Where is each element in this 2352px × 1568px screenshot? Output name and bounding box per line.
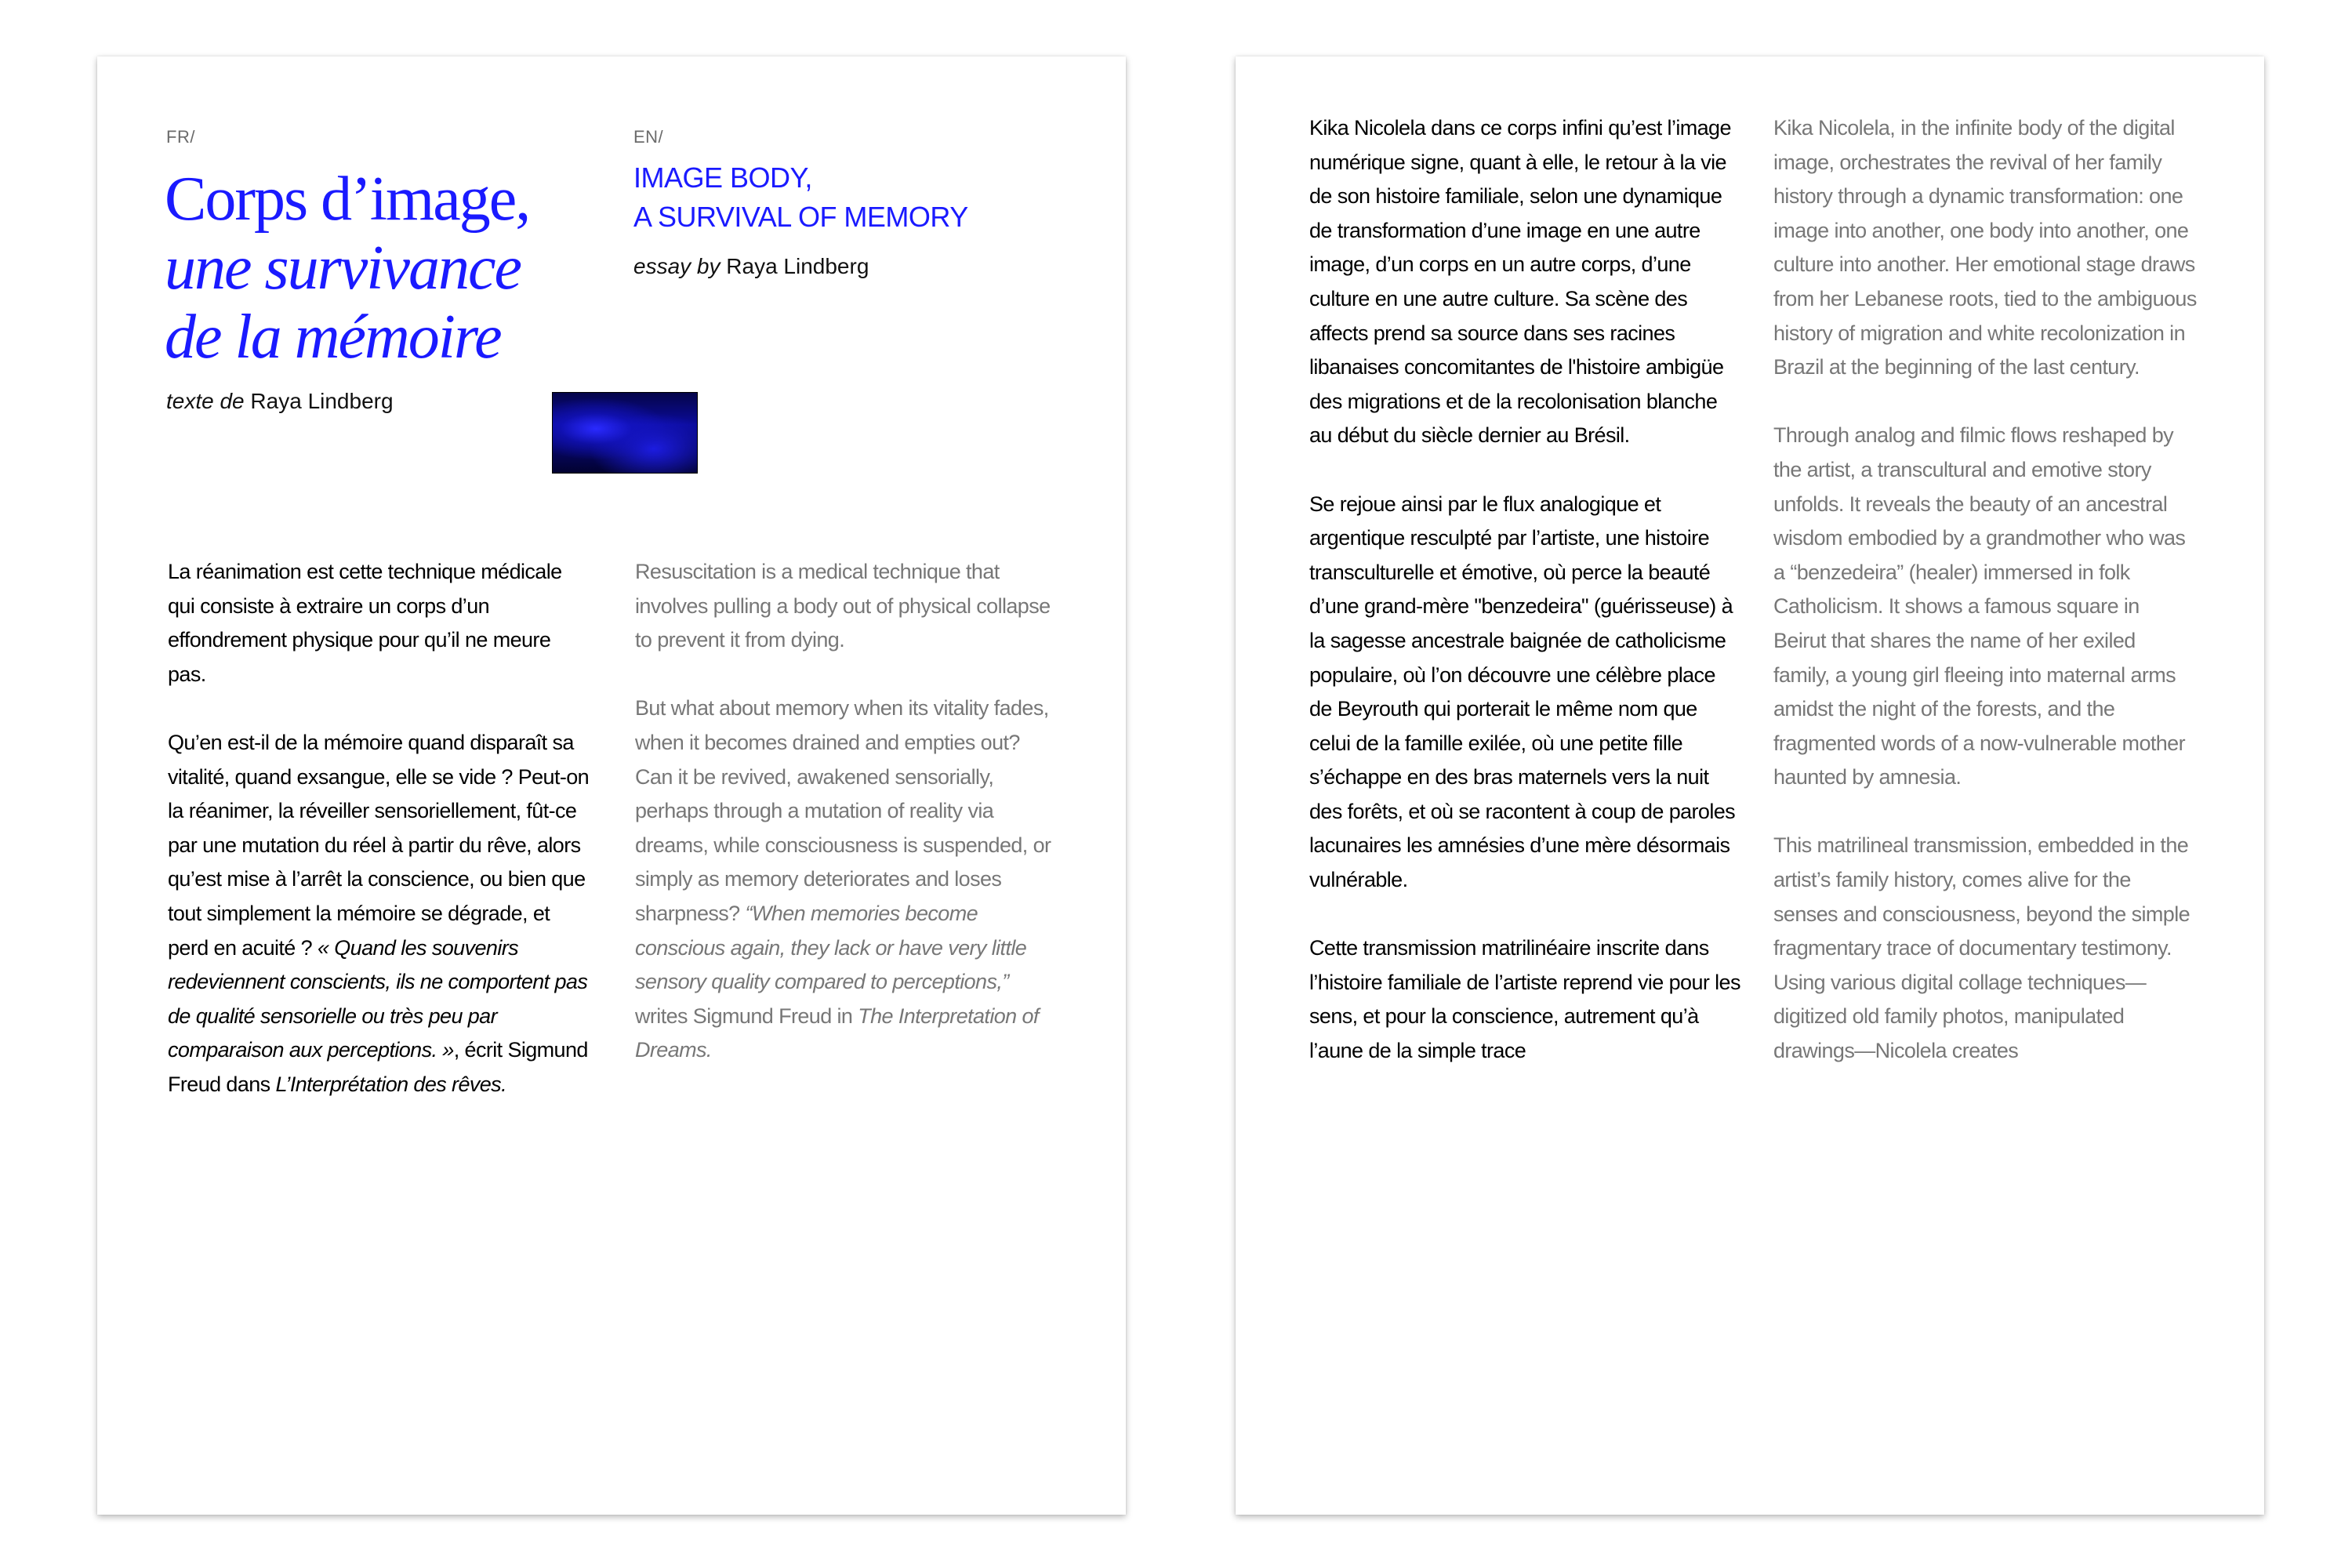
lang-label-fr: FR/ bbox=[166, 127, 195, 147]
paragraph: La réanimation est cette technique médicale qui consiste à extraire un corps d’un effondrement physique pour qu’il ne meure pas. bbox=[168, 560, 562, 686]
freud-quote: “When memories become conscious again, they lack or have very little sensory quality compared to perceptions,” bbox=[635, 901, 1027, 994]
title-fr bbox=[165, 165, 619, 372]
paragraph: Through analog and filmic flows reshaped by the artist, a transcultural and emotive story unfolds. It reveals the beauty of an ancestral wisdom embodied by a grandmother who was a “benzedeira” (healer) immersed in folk Catholicism. It shows a famous square in Beirut that shares the name of her exiled family, a young girl fleeing into maternal arms amidst the night of the forests, and the fragmented words of a now-vulnerable mother haunted by amnesia. bbox=[1773, 423, 2186, 789]
paragraph: Se rejoue ainsi par le flux analogique et argentique resculpté par l’artiste, une histoire transculturelle et émotive, où perce la beauté d’une grand-mère "benzedeira" (guérisseuse) à la sagesse ancestrale baignée de catholicisme populaire, où l’on découvre une célèbre place de Beyrouth qui porterait le même nom que celui de la famille exilée, où une petite fille s’échappe en des bras maternels vers la nuit des forêts, et où se racontent à coup de paroles lacunaires les amnésies d’une mère désormais vulnérable. bbox=[1309, 492, 1736, 892]
left-page bbox=[97, 56, 1126, 1515]
paragraph: Kika Nicolela dans ce corps infini qu’est l’image numérique signe, quant à elle, le retour à la vie de son histoire familiale, selon une dynamique de transformation d’une image en une autre image, d’un corps en un autre corps, d’une culture en une autre culture. Sa scène des affects prend sa source dans ses racines libanaises concomitantes de l'histoire ambigüe des migrations et de la recolonisation blanche au début du siècle dernier au Brésil. bbox=[1309, 116, 1731, 448]
body-column-en-left bbox=[635, 555, 1058, 1068]
paragraph bbox=[635, 691, 1058, 1068]
artwork-thumbnail bbox=[552, 392, 698, 474]
title-fr-line3: de la mémoire bbox=[165, 303, 501, 372]
body-column-fr-right bbox=[1309, 111, 1740, 1069]
title-fr-line2: une survivance bbox=[165, 234, 521, 303]
body-column-en-right bbox=[1773, 111, 2197, 1069]
freud-quote: « Quand les souvenirs redeviennent conscients, ils ne comportent pas de qualité sensorielle ou très peu par comparaison aux perceptions. » bbox=[168, 935, 588, 1062]
right-page bbox=[1236, 56, 2264, 1515]
title-fr-line1: Corps d’image, bbox=[165, 165, 530, 234]
byline-en bbox=[633, 254, 869, 279]
book-title: The Interpretation of Dreams. bbox=[635, 1004, 1039, 1062]
byline-fr bbox=[166, 389, 394, 414]
title-en-line1: IMAGE BODY, bbox=[633, 162, 812, 194]
byline-en-author: Raya Lindberg bbox=[726, 254, 869, 278]
paragraph-text: , écrit Sigmund Freud dans bbox=[168, 1038, 588, 1096]
byline-fr-prefix: texte de bbox=[166, 389, 245, 413]
paragraph: Resuscitation is a medical technique that involves pulling a body out of physical collapse to prevent it from dying. bbox=[635, 560, 1051, 652]
book-title: L’Interprétation des rêves. bbox=[275, 1072, 506, 1096]
paragraph: This matrilineal transmission, embedded in the artist’s family history, comes alive for the senses and consciousness, beyond the simple fragmentary trace of documentary testimony. Using various digital collage techniques—digitized old family photos, manipulated drawings—Nicolela creates bbox=[1773, 833, 2190, 1063]
paragraph-text: writes Sigmund Freud in bbox=[635, 1004, 853, 1028]
title-en-line2: A SURVIVAL OF MEMORY bbox=[633, 201, 968, 233]
lang-label-en: EN/ bbox=[633, 127, 664, 147]
paragraph-text: Qu’en est-il de la mémoire quand disparaît sa vitalité, quand exsangue, elle se vide ? Peut-on la réanimer, la réveiller sensoriellement, fût-ce par une mutation du réel à partir du rêve, alors qu’est mise à l’arrêt la conscience, ou bien que tout simplement la mémoire se dégrade, et perd en acuité ? bbox=[168, 730, 590, 960]
paragraph-text: But what about memory when its vitality fades, when it becomes drained and empties out? Can it be revived, awakened sensorially, perhaps through a mutation of reality via dreams, while consciousness is suspended, or simply as memory deteriorates and loses sharpness? bbox=[635, 696, 1051, 925]
body-column-fr-left bbox=[168, 555, 591, 1102]
byline-fr-author: Raya Lindberg bbox=[250, 389, 394, 413]
title-en bbox=[633, 158, 1073, 237]
paragraph: Cette transmission matrilinéaire inscrite dans l’histoire familiale de l’artiste reprend vie pour les sens, et pour la conscience, autrement qu’à l’aune de la simple trace bbox=[1309, 936, 1740, 1063]
byline-en-prefix: essay by bbox=[633, 254, 720, 278]
paragraph: Kika Nicolela, in the infinite body of the digital image, orchestrates the revival of her family history through a dynamic transformation: one image into another, one body into another, one culture into another. Her emotional stage draws from her Lebanese roots, tied to the ambiguous history of migration and white recolonization in Brazil at the beginning of the last century. bbox=[1773, 116, 2197, 379]
paragraph bbox=[168, 726, 591, 1102]
